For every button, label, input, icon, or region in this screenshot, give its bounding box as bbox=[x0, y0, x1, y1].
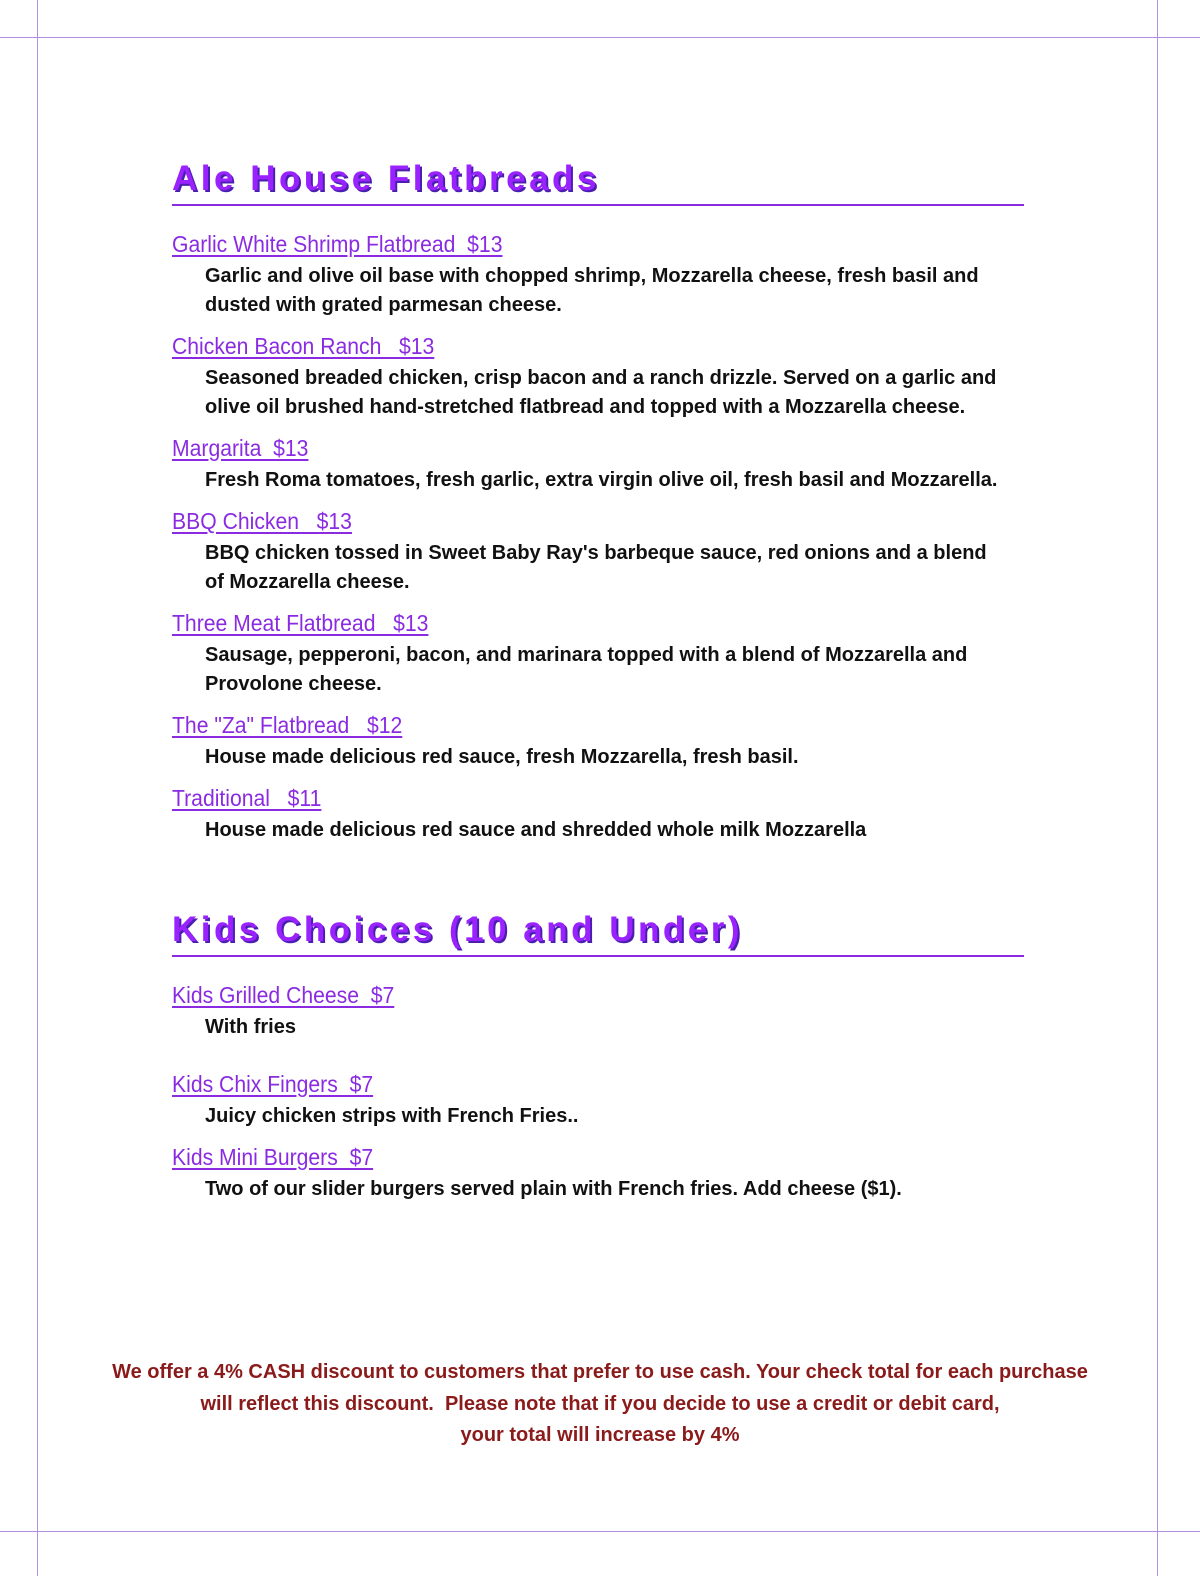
menu-item bbox=[172, 1143, 1024, 1204]
menu-item-description: Two of our slider burgers served plain with French fries. Add cheese ($1). bbox=[205, 1178, 902, 1200]
menu-item-name: Chicken Bacon Ranch $13 bbox=[172, 333, 435, 359]
flatbreads-section bbox=[172, 158, 1024, 845]
crop-mark-top bbox=[0, 37, 1200, 38]
menu-item-description: With fries bbox=[205, 1016, 296, 1038]
section-title: Kids Choices (10 and Under) bbox=[172, 909, 1024, 957]
menu-item-name: Kids Chix Fingers $7 bbox=[172, 1071, 374, 1097]
menu-item bbox=[172, 230, 1024, 320]
menu-item-name: The "Za" Flatbread $12 bbox=[172, 712, 403, 738]
menu-item bbox=[172, 434, 1024, 495]
crop-mark-bottom bbox=[0, 1531, 1200, 1532]
notice-line: will reflect this discount. Please note that if you decide to use a credit or debit card, bbox=[200, 1392, 1000, 1415]
cash-discount-notice bbox=[60, 1357, 1140, 1452]
menu-item-description: House made delicious red sauce and shredded whole milk Mozzarella bbox=[205, 819, 867, 841]
menu-item bbox=[172, 609, 1024, 699]
menu-item bbox=[172, 711, 1024, 772]
menu-item-name: Garlic White Shrimp Flatbread $13 bbox=[172, 231, 503, 257]
menu-item bbox=[172, 1070, 1024, 1131]
menu-item-name: Three Meat Flatbread $13 bbox=[172, 610, 429, 636]
menu-item-description: BBQ chicken tossed in Sweet Baby Ray's barbeque sauce, red onions and a blend of Mozzarella cheese. bbox=[205, 542, 987, 593]
menu-item-description: Garlic and olive oil base with chopped shrimp, Mozzarella cheese, fresh basil and dusted with grated parmesan cheese. bbox=[205, 265, 979, 316]
menu-item bbox=[172, 784, 1024, 845]
menu-item-description: Juicy chicken strips with French Fries.. bbox=[205, 1105, 579, 1127]
crop-mark-right bbox=[1157, 0, 1158, 1576]
menu-item-name: Traditional $11 bbox=[172, 785, 322, 811]
menu-item bbox=[172, 332, 1024, 422]
section-title: Ale House Flatbreads bbox=[172, 158, 1024, 206]
menu-item-description: Sausage, pepperoni, bacon, and marinara topped with a blend of Mozzarella and Provolone cheese. bbox=[205, 644, 968, 695]
crop-mark-left bbox=[37, 0, 38, 1576]
menu-item-name: Kids Grilled Cheese $7 bbox=[172, 982, 395, 1008]
menu-item bbox=[172, 981, 1024, 1042]
menu-item-description: House made delicious red sauce, fresh Mozzarella, fresh basil. bbox=[205, 746, 799, 768]
menu-item-description: Seasoned breaded chicken, crisp bacon and a ranch drizzle. Served on a garlic and olive oil brushed hand-stretched flatbread and topped with a Mozzarella cheese. bbox=[205, 367, 997, 418]
notice-line: We offer a 4% CASH discount to customers that prefer to use cash. Your check total for each purchase bbox=[112, 1361, 1088, 1383]
menu-item-name: BBQ Chicken $13 bbox=[172, 508, 352, 534]
notice-line: your total will increase by 4% bbox=[460, 1424, 740, 1446]
menu-item-description: Fresh Roma tomatoes, fresh garlic, extra virgin olive oil, fresh basil and Mozzarella. bbox=[205, 469, 998, 491]
menu-item-name: Kids Mini Burgers $7 bbox=[172, 1144, 374, 1170]
menu-item-name: Margarita $13 bbox=[172, 435, 309, 461]
menu-item bbox=[172, 507, 1024, 597]
kids-section bbox=[172, 909, 1024, 1204]
